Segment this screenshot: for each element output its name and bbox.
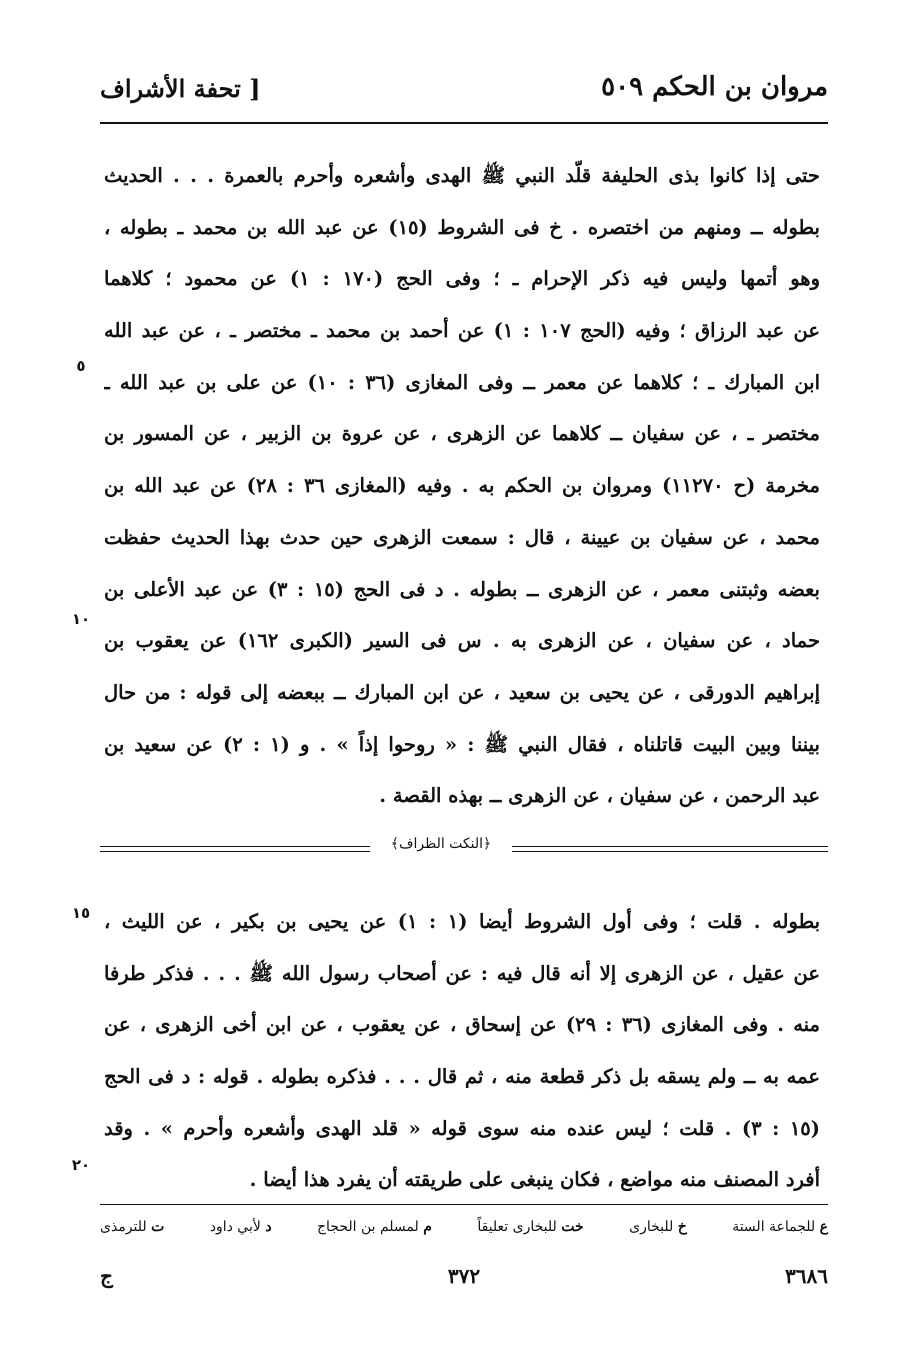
margin-line-number: ١٥ — [71, 904, 91, 922]
text-line: ابن المبارك ـ ؛ كلاهما عن معمر ــ وفى المغازى (٣٦ : ١٠) عن على بن عبد الله ـ — [104, 370, 820, 394]
running-header — [100, 66, 828, 116]
text-line: إبراهيم الدورقى ، عن يحيى بن سعيد ، عن ابن المبارك ــ ببعضه إلى قوله : من حال — [104, 680, 820, 704]
margin-line-number: ١٠ — [71, 610, 91, 628]
divider-label: ﴿النكت الظراف﴾ — [390, 836, 492, 852]
abbreviation-code: ت — [151, 1219, 165, 1235]
page-number: ٣٧٢ — [447, 1264, 481, 1288]
main-text — [104, 150, 820, 822]
text-line: محمد ، عن سفيان بن عيينة ، قال : سمعت الزهرى حين حدث بهذا الحديث حفظت — [104, 525, 820, 549]
abbreviation-item — [100, 1212, 164, 1242]
text-line: منه . وفى المغازى (٣٦ : ٢٩) عن إسحاق ، عن يعقوب ، عن ابن أخى الزهرى ، عن — [104, 1013, 820, 1037]
header-title: مروان بن الحكم ٥٠٩ — [601, 72, 828, 102]
abbreviation-item — [210, 1212, 272, 1242]
text-line: بعضه وثبتنى معمر ، عن الزهرى ــ بطوله . د فى الحج (١٥ : ٣) عن عبد الأعلى بن — [104, 577, 820, 601]
entry-number: ٣٦٨٦ — [785, 1264, 828, 1288]
page-footer — [100, 1264, 828, 1294]
abbreviation-text: للبخارى تعليقاً — [477, 1219, 557, 1235]
abbreviation-code: د — [265, 1219, 272, 1235]
abbreviations-key — [100, 1212, 828, 1242]
text-line: مخرمة (ح ١١٢٧٠) ومروان بن الحكم به . وفيه (المغازى ٣٦ : ٢٨) عن عبد الله بن — [104, 474, 820, 498]
text-line: مختصر ـ ، عن سفيان ــ كلاهما عن الزهرى ، عن عروة بن الزبير ، عن المسور بن — [104, 422, 820, 446]
divider-rule — [100, 846, 370, 852]
text-line: أفرد المصنف منه مواضع ، فكان ينبغى على طريقته أن يفرد هذا أيضا . — [249, 1168, 820, 1192]
abbreviation-item — [732, 1212, 828, 1242]
footnote-rule — [100, 1204, 828, 1205]
header-rule — [100, 122, 828, 124]
text-line: (١٥ : ٣) . قلت ؛ ليس عنده منه سوى قوله « قلد الهدى وأشعره وأحرم » . وقد — [104, 1116, 820, 1140]
margin-line-number: ٥ — [76, 357, 86, 375]
abbreviation-code: خت — [561, 1219, 584, 1235]
text-line: عمه به ــ ولم يسقه بل ذكر قطعة منه ، ثم قال . . . فذكره بطوله . قوله : د فى الحج — [104, 1065, 820, 1089]
abbreviation-text: لمسلم بن الحجاج — [316, 1219, 419, 1235]
text-line: بطوله ــ ومنهم من اختصره . خ فى الشروط (١٥) عن عبد الله بن محمد ـ بطوله ، — [104, 215, 820, 239]
divider-rule — [512, 846, 828, 852]
abbreviation-code: م — [423, 1219, 432, 1235]
text-line: عن عبد الرزاق ؛ وفيه (الحج ١٠٧ : ١) عن أحمد بن محمد ـ مختصر ـ ، عن عبد الله — [104, 319, 820, 343]
text-line: بيننا وبين البيت قاتلناه ، فقال النبي ﷺ : « روحوا إذاً » . و (١ : ٢) عن سعيد بن — [104, 732, 820, 756]
abbreviation-code: ع — [819, 1219, 828, 1235]
abbreviation-code: خ — [677, 1219, 687, 1235]
text-line: بطوله . قلت ؛ وفى أول الشروط أيضا (١ : ١) عن يحيى بن بكير ، عن الليث ، — [104, 910, 820, 933]
volume-mark: ج — [100, 1264, 113, 1288]
text-line: عن عقيل ، عن الزهرى إلا أنه قال فيه : عن أصحاب رسول الله ﷺ . . . فذكر طرفا — [104, 961, 820, 985]
abbreviation-text: للبخارى — [629, 1219, 674, 1235]
text-line: وهو أتمها وليس فيه ذكر الإحرام ـ ؛ وفى الحج (١٧٠ : ١) عن محمود ؛ كلاهما — [104, 267, 820, 291]
abbreviation-item — [477, 1212, 583, 1242]
abbreviation-text: للجماعة الستة — [732, 1219, 816, 1235]
abbreviation-item — [629, 1212, 687, 1242]
section-divider — [100, 836, 828, 860]
margin-line-number: ٢٠ — [71, 1156, 91, 1174]
notes-text — [104, 896, 820, 1206]
text-line: حتى إذا كانوا بذى الحليفة قلّد النبي ﷺ الهدى وأشعره وأحرم بالعمرة . . . الحديث — [104, 164, 820, 187]
header-book-title: [ تحفة الأشراف — [100, 74, 261, 103]
abbreviation-text: لأبي داود — [209, 1219, 261, 1235]
text-line: حماد ، عن سفيان ، عن الزهرى به . س فى السير (الكبرى ١٦٢) عن يعقوب بن — [104, 629, 820, 653]
abbreviation-text: للترمذى — [100, 1219, 147, 1235]
text-line: عبد الرحمن ، عن سفيان ، عن الزهرى ــ بهذه القصة . — [379, 784, 820, 808]
abbreviation-item — [317, 1212, 432, 1242]
